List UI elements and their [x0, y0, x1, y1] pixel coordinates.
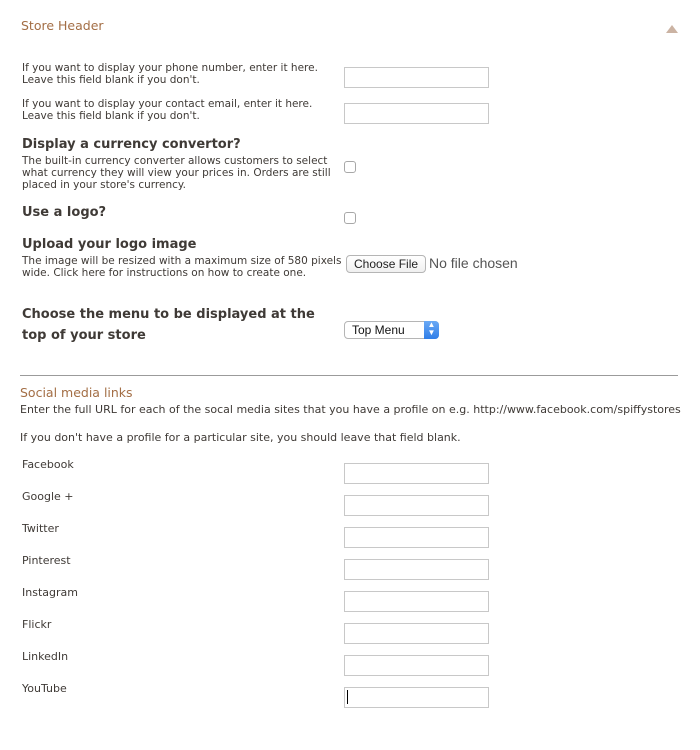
currency-checkbox[interactable] — [344, 161, 356, 173]
currency-description: The built-in currency converter allows customers to select what currency they will view your prices in. Orders are still placed in your store's currency. — [22, 155, 331, 191]
google-plus-label: Google + — [22, 490, 74, 503]
social-title: Social media links — [20, 385, 133, 400]
text-caret — [347, 690, 348, 704]
pinterest-input[interactable] — [344, 559, 489, 580]
currency-setting — [22, 134, 342, 191]
logo-heading: Use a logo? — [22, 205, 107, 220]
file-status: No file chosen — [429, 255, 518, 271]
collapse-icon[interactable] — [666, 25, 678, 33]
upload-description — [22, 255, 342, 279]
menu-heading: Choose the menu to be displayed at the top of your store — [22, 307, 315, 343]
menu-select[interactable] — [344, 321, 439, 339]
google-plus-input[interactable] — [344, 495, 489, 516]
youtube-label: YouTube — [22, 682, 67, 695]
upload-description-text: The image will be resized with a maximum size of 580 pixels wide. — [22, 255, 342, 279]
choose-file-button[interactable]: Choose File — [346, 255, 426, 273]
facebook-input[interactable] — [344, 463, 489, 484]
flickr-label: Flickr — [22, 618, 52, 631]
pinterest-label: Pinterest — [22, 554, 71, 567]
store-header-title: Store Header — [21, 18, 104, 33]
upload-setting — [22, 234, 342, 279]
twitter-input[interactable] — [344, 527, 489, 548]
social-intro: Enter the full URL for each of the socal media sites that you have a profile on e.g. http://www.facebook.com/spiffystores — [20, 403, 681, 416]
instagram-input[interactable] — [344, 591, 489, 612]
phone-description: If you want to display your phone number, enter it here. Leave this field blank if you don't. — [22, 62, 318, 86]
instagram-label: Instagram — [22, 586, 78, 599]
flickr-input[interactable] — [344, 623, 489, 644]
instructions-link[interactable]: Click here for instructions on how to create one. — [53, 267, 307, 279]
email-input[interactable] — [344, 103, 489, 124]
phone-input[interactable] — [344, 67, 489, 88]
youtube-input[interactable] — [344, 687, 489, 708]
social-note: If you don't have a profile for a particular site, you should leave that field blank. — [20, 431, 461, 444]
linkedin-input[interactable] — [344, 655, 489, 676]
twitter-label: Twitter — [22, 522, 59, 535]
upload-heading: Upload your logo image — [22, 237, 197, 252]
facebook-label: Facebook — [22, 458, 74, 471]
menu-select-value: Top Menu — [352, 323, 405, 337]
logo-checkbox[interactable] — [344, 212, 356, 224]
section-divider — [20, 375, 678, 376]
email-description: If you want to display your contact email, enter it here. Leave this field blank if you don't. — [22, 98, 313, 122]
youtube-input-wrapper — [344, 687, 489, 708]
select-arrows-icon: ▲ ▼ — [424, 321, 439, 339]
currency-heading: Display a currency convertor? — [22, 137, 241, 152]
linkedin-label: LinkedIn — [22, 650, 69, 663]
